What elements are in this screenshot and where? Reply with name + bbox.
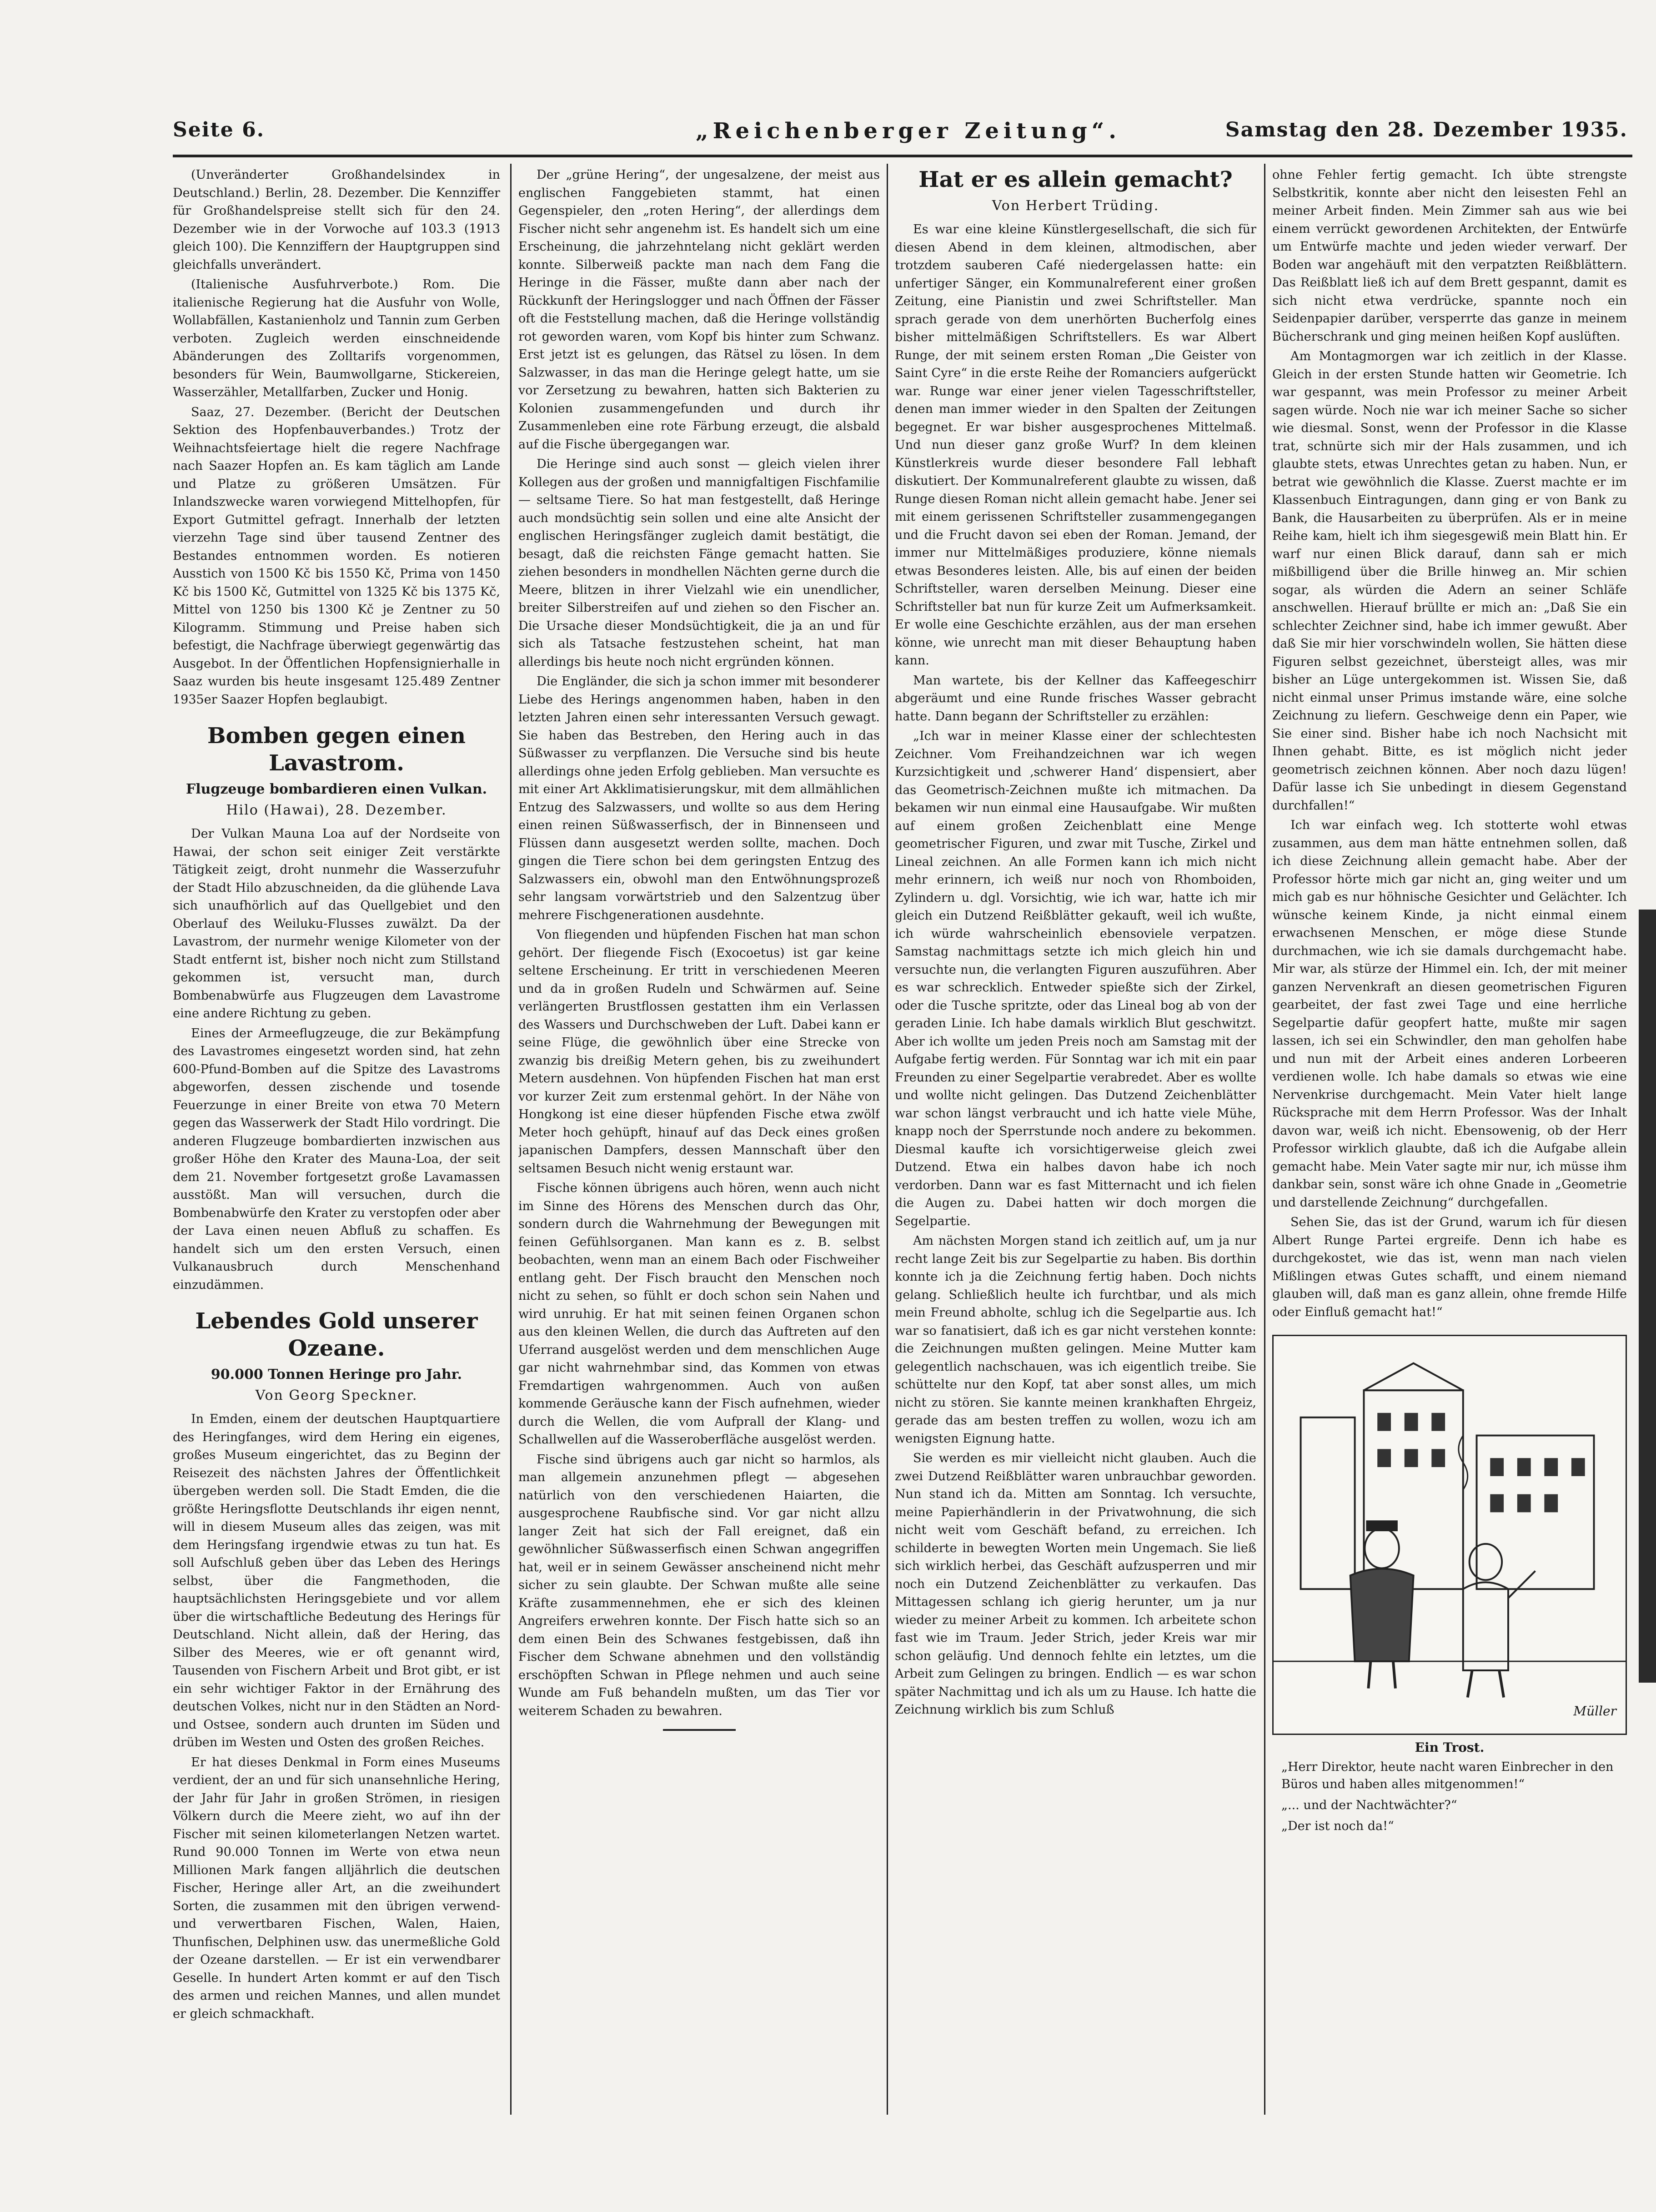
article-paragraph: Am Montagmorgen war ich zeitlich in der Klasse. Gleich in der ersten Stunde hatten wir Geometrie. Ich war gespannt, was mein Professor zu meiner Arbeit sagen würde. Noch nie war ich meiner Sache so sicher wie diesmal. Sonst, wenn der Professor in die Klasse trat, schnürte sich mir der Hals zusammen, und ich glaubte stets, etwas Unrechtes getan zu haben. Nun, er betrat wie gewöhnlich die Klasse. Zuerst machte er im Klassenbuch Eintragungen, dann ging er von Bank zu Bank, die Hausarbeiten zu überprüfen. Als er in meine Reihe kam, hielt ich ihm siegesgewiß mein Blatt hin. Er warf nur einen Blick darauf, dann sah er mich mißbilligend über die Brille hinweg an. Mir schien sogar, als würden die Adern an seiner Schläfe anschwellen. Hierauf brüllte er mich an: „Daß Sie ein schlechter Zeichner sind, habe ich immer gewußt. Aber daß Sie mir hier vorschwindeln wollen, Sie hätten diese Figuren selbst gezeichnet, übersteigt alles, was mir bisher an Lüge untergekommen ist. Wissen Sie, daß nicht einmal unser Primus imstande wäre, eine solche Zeichnung zu liefern. Geschweige denn ein Paper, wie Sie einer sind. Bisher habe ich noch Nachsicht mit Ihnen gehabt. Bitte, es ist möglich nicht jeder geometrisch zeichnen können. Aber noch dazu lügen! Dafür lasse ich Sie unbedingt in diesem Gegenstand durchfallen!“ [1272, 349, 1627, 813]
news-item: (Italienische Ausfuhrverbote.) Rom. Die italienische Regierung hat die Ausfuhr von Wolle, Wollabfällen, Kastanienholz und Tannin zum Gerben verboten. Zugleich werden einschneidende Abänderungen des Zolltarifs vorgenommen, besonders für Wein, Baumwollgarne, Stickereien, Wasserzähler, Metallfarben, Zucker und Honig. [173, 277, 500, 399]
article-paragraph: Fische können übrigens auch hören, wenn auch nicht im Sinne des Hörens des Menschen durch das Ohr, sondern durch die Wahrnehmung der Bewegungen mit feinen Gefühlsorganen. Man kann es z. B. selbst beobachten, wenn man an einem Bach oder Fischweiher entlang geht. Der Fisch braucht den Menschen noch nicht zu sehen, so fühlt er doch schon sein Nahen und wird unruhig. Er hat mit seinen feinen Organen schon aus den kleinen Wellen, die durch das Auftreten auf den Uferrand ausgelöst werden und dem menschlichen Auge gar nicht wahrnehmbar sind, das Kommen von etwas Fremdartigen wahrgenommen. Auch von außen kommende Geräusche kann der Fisch aufnehmen, wieder durch die Wellen, die vom Aufprall der Klang- und Schallwellen auf die Wasseroberfläche ausgelöst werden. [518, 1181, 880, 1447]
article-end-rule [663, 1729, 736, 1731]
article-paragraph: „Ich war in meiner Klasse einer der schlechtesten Zeichner. Vom Freihandzeichnen war ich wegen Kurzsichtigkeit und ‚schwerer Hand‘ dispensiert, aber das Geometrisch-Zeichnen mußte ich mitmachen. Da bekamen wir nun einmal eine Hausaufgabe. Wir mußten auf einem großen Zeichenblatt eine Menge geometrischer Figuren, und zwar mit Tusche, Zirkel und Lineal zeichnen. An alle Formen kann ich mich nicht mehr erinnern, ich weiß nur noch von Rhomboiden, Zylindern u. dgl. Vorsichtig, wie ich war, hatte ich mir gleich ein Dutzend Reißblätter gekauft, weil ich wußte, ich würde wahrscheinlich ebensoviele verpatzen. Samstag nachmittags setzte ich mich gleich hin und versuchte nun, die verlangten Figuren auszuführen. Aber es war schrecklich. Entweder spießte sich der Zirkel, oder die Tusche spritzte, oder das Lineal bog ab von der geraden Linie. Ich habe damals wirklich Blut geschwitzt. Aber ich wollte um jeden Preis noch am Samstag mit der Aufgabe fertig werden. Für Sonntag war ich mit ein paar Freunden zu einer Segelpartie verabredet. Aber es wollte und wollte nicht gelingen. Das Dutzend Zeichenblätter war schon längst verbraucht und ich hatte viele Mühe, knapp noch der Sperrstunde noch andere zu bekommen. Diesmal kaufte ich vorsichtigerweise gleich zwei Dutzend. Etwa ein halbes davon habe ich noch verdorben. Dann war es fast Mitternacht und ich fielen die Augen zu. Dabei hatten wir doch morgen die Segelpartie. [895, 729, 1256, 1228]
article-paragraph: Sehen Sie, das ist der Grund, warum ich für diesen Albert Runge Partei ergreife. Denn ich habe es durchgekostet, wie das ist, wenn man nach vielen Mißlingen etwas Gutes schafft, und einem niemand glauben will, daß man es ganz allein, ohne fremde Hilfe oder Einfluß gemacht hat!“ [1272, 1215, 1627, 1319]
article-paragraph: Von fliegenden und hüpfenden Fischen hat man schon gehört. Der fliegende Fisch (Exocoetus) ist gar keine seltene Erscheinung. Er tritt in verschiedenen Meeren und da in großen Rudeln und Schwärmen auf. Seine verlängerten Brustflossen gestatten ihm ein Verlassen des Wassers und Durchschweben der Luft. Dabei kann er seine Flüge, die gewöhnlich über eine Strecke von zwanzig bis dreißig Metern gehen, bis zu zweihundert Metern ausdehnen. Von hüpfenden Fischen hat man erst vor kurzer Zeit zum erstenmal gehört. In der Nähe von Hongkong ist eine dieser hüpfenden Fische etwa zwölf Meter hoch gehüpft, hinauf auf das Deck eines großen japanischen Dampfers, dessen Mannschaft über den seltsamen Besuch nicht wenig erstaunt war. [518, 928, 880, 1176]
column-1 [173, 166, 500, 2099]
article-paragraph: Ich war einfach weg. Ich stotterte wohl etwas zusammen, aus dem man hätte entnehmen sollen, daß ich diese Zeichnung allein gemacht habe. Aber der Professor hörte mich gar nicht an, ging weiter und um mich gab es nur höhnische Gesichter und Gelächter. Ich wünsche keinem Kinde, ja nicht einmal einem erwachsenen Menschen, er möge diese Stunde durchmachen, wie ich sie damals durchgemacht habe. Mir war, als stürze der Himmel ein. Ich, der mit meiner ganzen Nervenkraft an diesen geometrischen Figuren gearbeitet, der fast zwei Tage und eine herrliche Segelpartie dafür geopfert hatte, mußte mir sagen lassen, ich sei ein Schwindler, den man geholfen habe und nun mit der Arbeit eines anderen Lorbeeren verdienen wolle. Ich habe damals so etwas wie eine Nervenkrise durchgemacht. Mein Vater hielt lange Rücksprache mit dem Herrn Professor. Was der Inhalt davon war, weiß ich nicht. Ebensowenig, ob der Herr Professor wirklich glaubte, daß ich die Aufgabe allein gemacht habe. Mein Vater sagte mir nur, ich müsse ihm dankbar sein, sonst wäre ich ohne Gnade in „Geometrie und darstellende Zeichnung“ durchgefallen. [1272, 818, 1627, 1210]
binding-edge [1639, 910, 1656, 1683]
cartoon-caption-line: „Herr Direktor, heute nacht waren Einbrecher in den Büros und haben alles mitgenommen!“ [1281, 1760, 1614, 1791]
cartoon-drawing [1274, 1336, 1626, 1734]
article-paragraph: Die Engländer, die sich ja schon immer mit besonderer Liebe des Herings angenommen haben, haben in den letzten Jahren einen sehr interessanten Versuch gewagt. Sie haben das Bestreben, den Hering auch in das Süßwasser zu verpflanzen. Die Versuche sind bis heute allerdings ohne jeden Erfolg geblieben. Man versuchte es mit einer Art Akklimatisierungskur, mit dem allmählichen Entzug des Salzwassers, und wollte so aus dem Hering einen reinen Süßwasserfisch, der in Binnenseen und Flüssen dann ausgesetzt werden sollte, machen. Doch gingen die Tiere schon bei dem geringsten Entzug des Salzwassers ein, obwohl man den Entwöhnungsprozeß sehr langsam vorwärtstrieb und den Salzentzug über mehrere Fischgenerationen ausdehnte. [518, 674, 880, 922]
article-paragraph: Er hat dieses Denkmal in Form eines Museums verdient, der an und für sich unansehnliche Hering, der Jahr für Jahr in großen Strömen, in riesigen Völkern durch die Meere zieht, wo auf ihn der Fischer mit seinen kilometerlangen Netzen wartet. Rund 90.000 Tonnen im Werte von etwa neun Millionen Mark fangen alljährlich die deutschen Fischer, Heringe aller Art, an die zweihundert Sorten, die zusammen mit den übrigen verwend- und verwertbaren Fischen, Walen, Haien, Thunfischen, Delphinen usw. das unermeßliche Gold der Ozeane darstellen. — Er ist ein verwendbarer Geselle. In hundert Arten kommt er auf den Tisch des armen und reichen Mannes, und allen mundet er gleich schmackhaft. [173, 1755, 500, 2021]
cartoon-signature: Müller [1573, 1703, 1616, 1719]
article-byline: Von Georg Speckner. [255, 1388, 418, 1403]
header-rule [173, 155, 1632, 157]
article-paragraph: Sie werden es mir vielleicht nicht glauben. Auch die zwei Dutzend Reißblätter waren unbrauchbar geworden. Nun stand ich da. Mitten am Sonntag. Ich versuchte, meine Papierhändlerin in der Privatwohnung, die sich nicht weit vom Geschäft befand, zu erreichen. Ich schilderte in bewegten Worten mein Ungemach. Sie ließ sich wirklich herbei, das Geschäft aufzusperren und mir noch ein Dutzend Zeichenblätter zu verkaufen. Das Mittagessen schlang ich gierig herunter, um ja nur wieder zu meiner Arbeit zu kommen. Ich arbeitete schon fast wie im Traum. Jeder Strich, jeder Kreis war mir schon geläufig. Und dennoch fehlte ein letztes, um die Arbeit zum Gelingen zu bringen. Endlich — es war schon später Nachmittag und ich als um zu Hause. Ich hatte die Zeichnung wirklich bis zum Schluß [895, 1451, 1256, 1717]
cartoon-title: Ein Trost. [1415, 1740, 1485, 1755]
column-divider [887, 164, 888, 2115]
cartoon-caption-line: „... und der Nachtwächter?“ [1281, 1798, 1457, 1812]
column-4 [1272, 166, 1627, 2099]
news-item: (Unveränderter Großhandelsindex in Deutschland.) Berlin, 28. Dezember. Die Kennziffer für Großhandelspreise stellt sich für den 24. Dezember wie in der Vorwoche auf 103.3 (1913 gleich 100). Die Kennziffern der Hauptgruppen sind gleichfalls unverändert. [173, 168, 500, 272]
column-2 [518, 166, 880, 2099]
cartoon-illustration [1272, 1335, 1627, 1735]
column-divider [510, 164, 512, 2115]
page-number: Seite 6. [173, 118, 265, 141]
article-paragraph: Fische sind übrigens auch gar nicht so harmlos, als man allgemein anzunehmen pflegt — abgesehen natürlich von den verschiedenen Haiarten, die ausgesprochene Raubfische sind. Vor gar nicht allzu langer Zeit hat sich der Fall ereignet, daß ein gewöhnlicher Süßwasserfisch einen Schwan angegriffen hat, weil er in seinem Gewässer anscheinend nicht mehr sicher zu sein glaubte. Der Schwan mußte alle seine Kräfte zusammennehmen, ehe er sich des kleinen Angreifers erwehren konnte. Der Fisch hatte sich so an dem einen Bein des Schwanes festgebissen, daß ihn Fischer dem Schwane abnehmen und den vollständig erschöpften Schwan in Pflege nehmen und auch seine Wunde am Fuß behandeln mußten, um das Tier vor weiterem Schaden zu bewahren. [518, 1452, 880, 1718]
news-item: Saaz, 27. Dezember. (Bericht der Deutschen Sektion des Hopfenbauverbandes.) Trotz der Weihnachtsfeiertage hielt die regere Nachfrage nach Saazer Hopfen an. Es kam täglich am Lande und Platze zu größeren Umsätzen. Für Inlandszwecke waren vorwiegend Mittelhopfen, für Export Gutmittel gefragt. Innerhalb der letzten vierzehn Tage sind über tausend Zentner des Bestandes entnommen worden. Es notieren Ausstich von 1500 Kč bis 1550 Kč, Prima von 1450 Kč bis 1500 Kč, Gutmittel von 1325 Kč bis 1375 Kč, Mittel von 1250 bis 1300 Kč je Zentner zu 50 Kilogramm. Stimmung und Preise haben sich befestigt, die Nachfrage überwiegt gegenwärtig das Ausgebot. In der Öffentlichen Hopfensignierhalle in Saaz wurden bis heute insgesamt 125.489 Zentner 1935er Saazer Hopfen beglaubigt. [173, 405, 500, 707]
article-paragraph: Am nächsten Morgen stand ich zeitlich auf, um ja nur recht lange Zeit bis zur Segelpartie zu haben. Bis dorthin konnte ich ja die Zeichnung fertig haben. Doch nichts gelang. Schließlich heulte ich furchtbar, und als mich mein Freund abholte, schlug ich die Segelpartie aus. Ich war so fanatisiert, daß ich es gar nicht verstehen konnte: die Zeichnungen mußten gelingen. Meine Mutter kam gelegentlich nachschauen, was ich eigentlich treibe. Sie schüttelte nur den Kopf, tat aber sonst alles, um mich nicht zu stören. Sie kannte meinen krankhaften Ehrgeiz, gerade das am besten treffen zu wollen, wozu ich am wenigsten Eignung hatte. [895, 1234, 1256, 1446]
article-headline: Bomben gegen einen Lavastrom. [207, 723, 466, 776]
page-header [173, 118, 1628, 155]
cartoon-caption-line: „Der ist noch da!“ [1281, 1819, 1394, 1833]
article-subheadline: Flugzeuge bombardieren einen Vulkan. [186, 781, 487, 797]
article-paragraph: ohne Fehler fertig gemacht. Ich übte strengste Selbstkritik, konnte aber nicht den leisesten Fehl an meiner Arbeit finden. Mein Zimmer sah aus wie bei einem verrückt gewordenen Architekten, der Entwürfe um Entwürfe machte und jeden wieder verwarf. Der Boden war angehäuft mit den verpatzten Reißblättern. Das Reißblatt ließ ich auf dem Brett gespannt, damit es sich nicht etwa verdrücke, spannte noch ein Seidenpapier darüber, versperrte das ganze in meinem Bücherschrank und ging meinen heißen Kopf auslüften. [1272, 168, 1627, 344]
article-headline: Hat er es allein gemacht? [918, 167, 1233, 192]
article-subheadline: 90.000 Tonnen Heringe pro Jahr. [211, 1367, 462, 1382]
article-dateline: Hilo (Hawai), 28. Dezember. [226, 802, 447, 818]
column-divider [1264, 164, 1265, 2115]
article-headline: Lebendes Gold unserer Ozeane. [195, 1308, 478, 1361]
article-paragraph: Man wartete, bis der Kellner das Kaffeegeschirr abgeräumt und eine Runde frisches Wasser gebracht hatte. Dann begann der Schriftsteller zu erzählen: [895, 673, 1256, 724]
article-byline: Von Herbert Trüding. [992, 198, 1159, 214]
article-paragraph: Der Vulkan Mauna Loa auf der Nordseite von Hawai, der schon seit einiger Zeit verstärkte Tätigkeit zeigt, droht nunmehr die Wasserzufuhr der Stadt Hilo abzuschneiden, da die glühende Lava sich unaufhörlich auf das Quellgebiet und den Oberlauf des Weiluku-Flusses zuwälzt. Da der Lavastrom, der nurmehr wenige Kilometer von der Stadt entfernt ist, bisher noch nicht zum Stillstand gekommen ist, versucht man, durch Bombenabwürfe aus Flugzeugen dem Lavastrome eine andere Richtung zu geben. [173, 827, 500, 1021]
article-paragraph: Eines der Armeeflugzeuge, die zur Bekämpfung des Lavastromes eingesetzt worden sind, hat zehn 600-Pfund-Bomben auf die Spitze des Lavastroms abgeworfen, dessen zischende und tosende Feuerzunge in einer Breite von etwa 70 Metern gegen das Wasserwerk der Stadt Hilo vordringt. Die anderen Flugzeuge bombardierten inzwischen aus großer Höhe den Krater des Mauna-Loa, der seit dem 21. November fortgesetzt große Lavamassen ausstößt. Man will versuchen, durch die Bombenabwürfe den Krater zu verstopfen oder aber der Lava einen neuen Abfluß zu schaffen. Es handelt sich um den ersten Versuch, einen Vulkanausbruch durch Menschenhand einzudämmen. [173, 1026, 500, 1292]
issue-date: Samstag den 28. Dezember 1935. [1225, 118, 1628, 141]
newspaper-title: „Reichenberger Zeitung“. [696, 118, 1121, 144]
article-paragraph: In Emden, einem der deutschen Hauptquartiere des Heringfanges, wird dem Hering ein eigenes, großes Museum eingerichtet, das zu Beginn der Reisezeit des nächsten Jahres der Öffentlichkeit übergeben werden soll. Die Stadt Emden, die die größte Heringsflotte Deutschlands ihr eigen nennt, will in diesem Museum alles das zeigen, was mit dem Heringsfang irgendwie etwas zu tun hat. Es soll Aufschluß geben über das Leben des Herings selbst, über die Fangmethoden, die hauptsächlichsten Heringsgebiete und vor allem über die wirtschaftliche Bedeutung des Herings für Deutschland. Nicht allein, daß der Hering, das Silber des Meeres, wie er oft genannt wird, Tausenden von Fischern Arbeit und Brot gibt, er ist ein sehr wichtiger Faktor in der Ernährung des deutschen Volkes, nicht nur in den Städten an Nord- und Ostsee, sondern auch drunten im Süden und drüben im Westen und Osten des großen Reiches. [173, 1412, 500, 1749]
article-paragraph: Der „grüne Hering“, der ungesalzene, der meist aus englischen Fanggebieten stammt, hat einen Gegenspieler, den „roten Hering“, der allerdings dem Fischer nicht sehr angenehm ist. Es handelt sich um eine Erscheinung, die jahrzehntelang nicht geklärt werden konnte. Silberweiß packte man nach dem Fang die Heringe in die Fässer, mußte dann aber nach der Rückkunft der Heringslogger und nach Öffnen der Fässer oft die Feststellung machen, daß die Heringe vollständig rot geworden waren, vom Kopf bis hinter zum Schwanz. Erst jetzt ist es gelungen, das Rätsel zu lösen. In dem Salzwasser, in das man die Heringe gelegt hatte, um sie vor Zersetzung zu bewahren, hatten sich Bakterien zu Kolonien zusammengefunden und durch ihr Zusammenleben eine rote Färbung erzeugt, die alsbald auf die Fische übergegangen war. [518, 168, 880, 452]
article-paragraph: Es war eine kleine Künstlergesellschaft, die sich für diesen Abend in dem kleinen, altmodischen, aber trotzdem sauberen Café niedergelassen hatte: ein unfertiger Sänger, ein Kommunalreferent einer großen Zeitung, eine Pianistin und zwei Schriftsteller. Man sprach gerade von dem unerhörten Bucherfolg eines bisher mittelmäßigen Schriftstellers. Es war Albert Runge, der mit seinem ersten Roman „Die Geister von Saint Cyre“ in die erste Reihe der Romanciers aufgerückt war. Runge war einer jener vielen Tagesschriftsteller, denen man immer wieder in den Spalten der Zeitungen begegnet. Er war bisher ausgesprochenes Mittelmaß. Und nun dieser ganz große Wurf? In dem kleinen Künstlerkreis wurde dieser besondere Fall lebhaft diskutiert. Der Kommunalreferent glaubte zu wissen, daß Runge diesen Roman nicht allein gemacht habe. Jener sei mit einem gerissenen Schriftsteller zusammengegangen und die Frucht davon sei eben der Roman. Jemand, der immer nur Mittelmäßiges produziere, könne niemals etwas Besonderes leisten. Alle, bis auf einen der beiden Schriftsteller, waren derselben Meinung. Dieser eine Schriftsteller bat nun für kurze Zeit um Aufmerksamkeit. Er wolle eine Geschichte erzählen, aus der man ersehen könne, wie unrecht man mit dieser Behauptung haben kann. [895, 222, 1256, 668]
column-3 [895, 166, 1256, 2099]
article-paragraph: Die Heringe sind auch sonst — gleich vielen ihrer Kollegen aus der großen und mannigfaltigen Fischfamilie — seltsame Tiere. So hat man festgestellt, daß Heringe auch mondsüchtig sein sollen und eine alte Ansicht der englischen Heringsfänger zugleich damit bestätigt, die besagt, daß die reichsten Fänge gemacht hatten. Sie ziehen besonders in mondhellen Nächten gerne durch die Meere, blitzen in ihrer Vielzahl wie ein unendlicher, breiter Silberstreifen auf und ziehen so den Fischer an. Die Ursache dieser Mondsüchtigkeit, die ja an und für sich als Tatsache festzustehen scheint, hat man allerdings bis heute noch nicht ergründen können. [518, 457, 880, 669]
